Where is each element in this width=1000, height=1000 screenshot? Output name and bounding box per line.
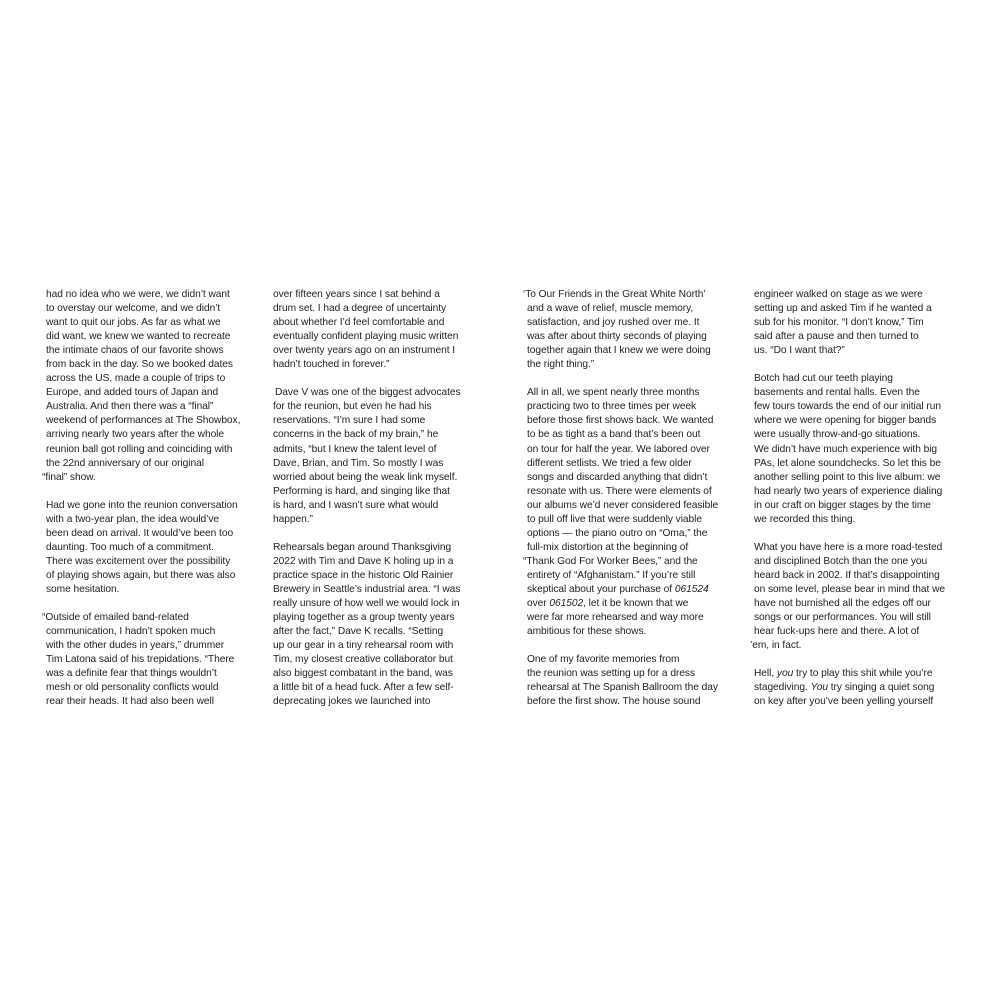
text-line: mesh or old personality conflicts would <box>46 682 219 694</box>
text-fragment: try singing a quiet song <box>827 682 935 694</box>
text-line: where we were opening for bigger bands <box>754 415 937 427</box>
paragraph <box>273 386 479 526</box>
text-line: about whether I’d feel comfortable and <box>273 317 445 329</box>
text-line: rehearsal at The Spanish Ballroom the day <box>527 682 718 694</box>
text-line: songs and discarded anything that didn’t <box>527 471 708 483</box>
text-line: ’em, in fact. <box>750 640 802 652</box>
text-line: “Thank God For Worker Bees,” and the <box>523 555 698 567</box>
text-line: reservations. “I’m sure I had some <box>273 415 426 427</box>
text-line: is hard, and I wasn’t sure what would <box>273 499 439 511</box>
text-line: to overstay our welcome, and we didn’t <box>46 303 221 315</box>
text-line: PAs, let alone soundchecks. So let this be <box>754 457 941 469</box>
text-line: before those first shows back. We wanted <box>527 415 714 427</box>
text-line: ‘To Our Friends in the Great White North’ <box>523 289 706 300</box>
text-line: we recorded this thing. <box>754 513 856 525</box>
text-line: was after about thirty seconds of playing <box>527 331 707 343</box>
text-line: ambitious for these shows. <box>527 626 647 638</box>
text-column-2 <box>273 288 479 709</box>
text-line: full-mix distortion at the beginning of <box>527 541 689 553</box>
paragraph <box>42 611 252 709</box>
text-line: across the US, made a couple of trips to <box>46 373 226 385</box>
text-line: There was excitement over the possibility <box>46 555 231 567</box>
text-line: with the other dudes in years,” drummer <box>46 640 225 652</box>
text-line: our albums we’d never considered feasible <box>527 499 719 511</box>
paragraph <box>754 667 954 709</box>
text-line: arriving nearly two years after the whole <box>46 429 225 441</box>
text-line: practice space in the historic Old Rainier <box>273 569 454 581</box>
text-line: and disciplined Botch than the one you <box>754 555 928 567</box>
text-line: All in all, we spent nearly three months <box>527 387 700 399</box>
text-line: hear fuck-ups here and there. A lot of <box>754 626 920 638</box>
text-line <box>527 583 733 597</box>
text-line: happen.” <box>273 513 313 525</box>
text-line: Dave V was one of the biggest advocates <box>275 387 461 399</box>
text-line: Rehearsals began around Thanksgiving <box>273 541 452 553</box>
text-line: was a definite fear that things wouldn’t <box>46 668 217 680</box>
text-fragment: skeptical about your purchase of <box>527 583 675 595</box>
text-line: have not burnished all the edges off our <box>754 598 931 610</box>
paragraph <box>754 372 954 527</box>
text-line: to pull off live that were suddenly viable <box>527 513 702 525</box>
text-line: 2022 with Tim and Dave K holing up in a <box>273 555 454 567</box>
text-line: before the first show. The house sound <box>527 696 701 708</box>
text-line: Botch had cut our teeth playing <box>754 373 893 385</box>
emphasis: You <box>810 682 828 694</box>
text-line: the intimate chaos of our favorite shows <box>46 345 224 357</box>
text-line: entirety of “Afghanistam.” If you’re still <box>527 569 696 581</box>
text-line: concerns in the back of my brain,” he <box>273 429 439 441</box>
text-line <box>754 681 954 695</box>
text-line: another selling point to this live album: we <box>754 471 941 483</box>
text-line: Tim, my closest creative collaborator but <box>273 654 453 666</box>
album-title: 061502 <box>549 598 584 610</box>
text-line: the reunion was setting up for a dress <box>527 668 695 680</box>
text-fragment: Hell, <box>754 668 777 680</box>
text-column-4 <box>750 288 954 709</box>
text-line: setting up and asked Tim if he wanted a <box>754 303 932 315</box>
text-line: What you have here is a more road-tested <box>754 541 943 553</box>
text-line: the 22nd anniversary of our original <box>46 457 204 469</box>
text-line: Europe, and added tours of Japan and <box>46 387 219 399</box>
text-line: Dave, Brian, and Tim. So mostly I was <box>273 457 444 469</box>
text-line: with a two-year plan, the idea would’ve <box>46 513 220 525</box>
text-line: in our craft on bigger stages by the time <box>754 499 931 511</box>
paragraph <box>750 541 954 653</box>
text-fragment: , let it be known that we <box>583 598 689 610</box>
text-line: admits, “but I knew the talent level of <box>273 443 437 455</box>
text-line: We didn’t have much experience with big <box>754 443 938 455</box>
text-line: Had we gone into the reunion conversation <box>46 499 238 511</box>
text-line: really unsure of how well we would lock in <box>273 598 460 610</box>
text-line: basements and rental halls. Even the <box>754 387 920 399</box>
emphasis: you <box>776 668 794 680</box>
text-column-3 <box>523 288 733 709</box>
text-line: some hesitation. <box>46 583 120 595</box>
text-line: said after a pause and then turned to <box>754 331 919 343</box>
text-line: options — the piano outro on “Oma,” the <box>527 527 708 539</box>
text-line: over twenty years ago on an instrument I <box>273 345 456 357</box>
text-line: songs or our performances. You will still <box>754 612 931 624</box>
text-line: had no idea who we were, we didn’t want <box>46 289 230 300</box>
text-line: worried about being the weak link myself. <box>273 471 458 483</box>
paragraph <box>523 288 733 372</box>
text-line: playing together as a group twenty years <box>273 612 455 624</box>
text-line: of playing shows again, but there was also <box>46 569 236 581</box>
text-line: Brewery in Seattle’s industrial area. “I was <box>273 583 461 595</box>
text-line: satisfaction, and joy rushed over me. It <box>527 317 700 329</box>
text-line: Australia. And then there was a “final” <box>46 401 214 413</box>
paragraph <box>754 288 954 358</box>
text-line: Performing is hard, and singing like that <box>273 485 450 497</box>
text-line: weekend of performances at The Showbox, <box>46 415 241 427</box>
text-line <box>527 597 733 611</box>
text-line: on key after you’ve been yelling yourself <box>754 696 934 708</box>
text-line: also biggest combatant in the band, was <box>273 668 453 680</box>
text-line: rear their heads. It had also been well <box>46 696 214 708</box>
text-line: “final” show. <box>42 471 96 483</box>
text-line: on some level, please bear in mind that we <box>754 583 946 595</box>
text-line: resonate with us. There were elements of <box>527 485 712 497</box>
text-line: for the reunion, but even he had his <box>273 401 432 413</box>
text-line: few tours towards the end of our initial run <box>754 401 941 413</box>
text-line: were far more rehearsed and way more <box>527 612 704 624</box>
text-line: deprecating jokes we launched into <box>273 696 431 708</box>
paragraph <box>523 386 733 639</box>
text-line: from back in the day. So we booked dates <box>46 359 233 371</box>
text-line: together again that I knew we were doing <box>527 345 711 357</box>
text-line: after the fact,” Dave K recalls. “Setting <box>273 626 444 638</box>
text-line: want to quit our jobs. As far as what we <box>46 317 221 329</box>
text-line: hadn’t touched in forever.” <box>273 359 390 371</box>
paragraph <box>273 541 479 710</box>
text-line: the right thing.” <box>527 359 595 371</box>
text-fragment: stagediving. <box>754 682 811 694</box>
text-line: drum set. I had a degree of uncertainty <box>273 303 447 315</box>
text-line: daunting. Too much of a commitment. <box>46 541 214 553</box>
text-line: practicing two to three times per week <box>527 401 697 413</box>
text-line: sub for his monitor. “I don’t know,” Tim <box>754 317 924 329</box>
text-line: did want, we knew we wanted to recreate <box>46 331 231 343</box>
text-line: communication, I hadn’t spoken much <box>46 626 216 638</box>
paragraph <box>527 653 733 709</box>
text-column-1 <box>42 288 252 709</box>
text-line: Tim Latona said of his trepidations. “There <box>46 654 235 666</box>
paragraph <box>273 288 479 372</box>
text-fragment: over <box>527 598 550 610</box>
text-line: different setlists. We tried a few older <box>527 457 692 469</box>
album-title: 061524 <box>674 583 709 595</box>
text-line: up our gear in a tiny rehearsal room with <box>273 640 454 652</box>
text-line: eventually confident playing music written <box>273 331 459 343</box>
text-line: us. “Do I want that?” <box>754 345 845 357</box>
text-line: and a wave of relief, muscle memory, <box>527 303 694 315</box>
text-line: reunion ball got rolling and coinciding with <box>46 443 233 455</box>
paragraph <box>46 499 252 597</box>
text-line: were usually throw-and-go situations. <box>754 429 921 441</box>
text-line: had nearly two years of experience dialing <box>754 485 943 497</box>
text-line: been dead on arrival. It would’ve been too <box>46 527 234 539</box>
text-fragment: try to play this shit while you’re <box>793 668 933 680</box>
text-line: “Outside of emailed band-related <box>42 612 189 624</box>
text-line: heard back in 2002. If that’s disappointing <box>754 569 940 581</box>
text-line: One of my favorite memories from <box>527 654 680 666</box>
text-line: over fifteen years since I sat behind a <box>273 289 440 300</box>
paragraph <box>42 288 252 485</box>
text-line: engineer walked on stage as we were <box>754 289 923 300</box>
text-line <box>754 667 954 681</box>
text-line: on tour for half the year. We labored over <box>527 443 710 455</box>
text-line: to be as tight as a band that’s been out <box>527 429 701 441</box>
text-line: a little bit of a head fuck. After a few self- <box>273 682 454 694</box>
